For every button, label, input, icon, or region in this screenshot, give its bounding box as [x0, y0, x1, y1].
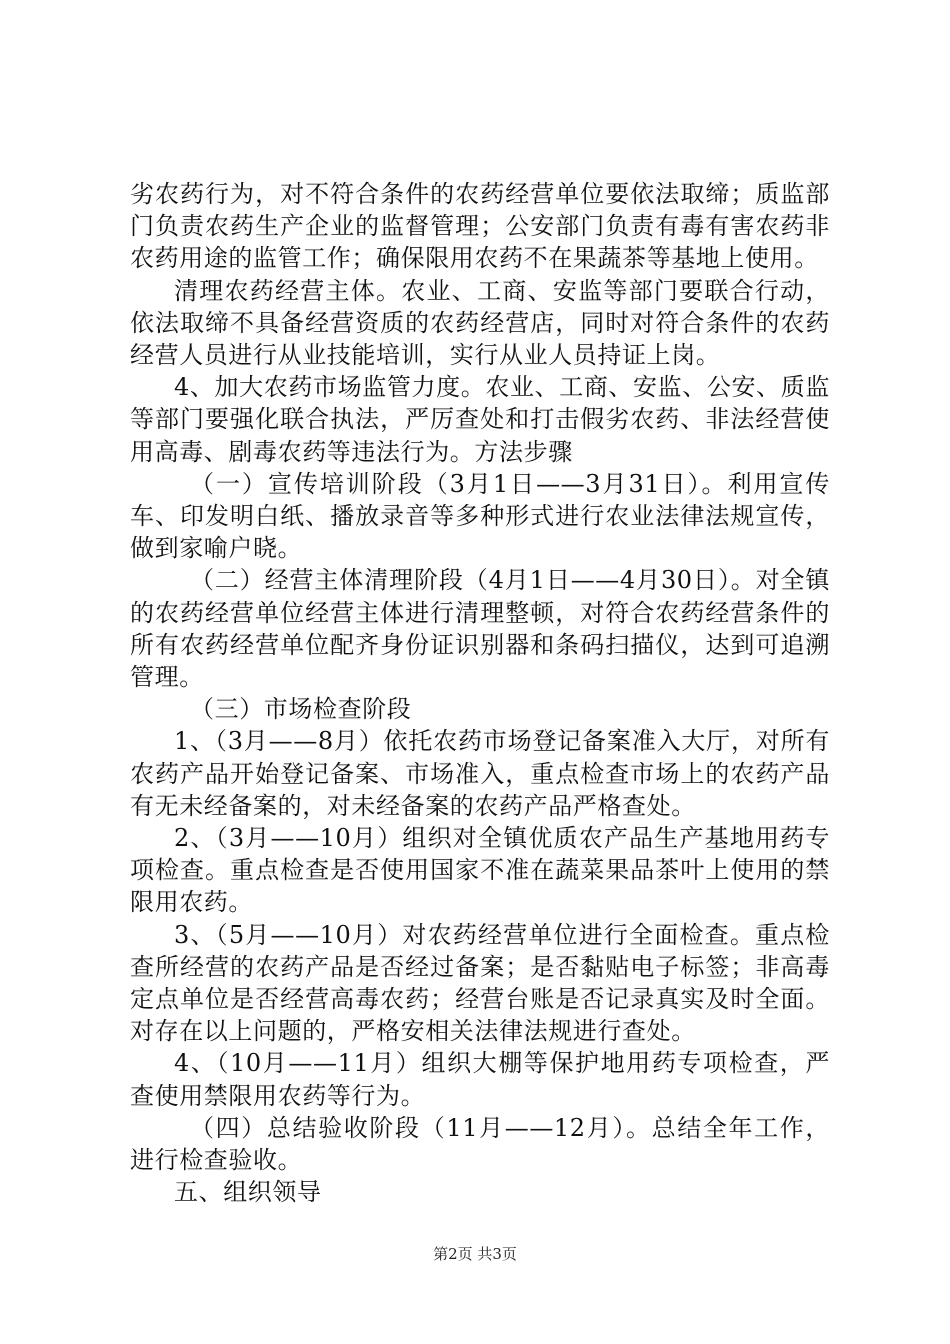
- paragraph-check-item-4: 4、（10月——11月）组织大棚等保护地用药专项检查，严查使用禁限用农药等行为。: [130, 1049, 830, 1110]
- paragraph-clean-up-operators: 清理农药经营主体。农业、工商、安监等部门要联合行动，依法取缔不具备经营资质的农药经营店，同时对符合条件的农药经营人员进行从业技能培训，实行从业人员持证上岗。: [130, 276, 830, 370]
- paragraph-check-item-2: 2、（3月——10月）组织对全镇优质农产品生产基地用药专项检查。重点检查是否使用国家不准在蔬菜果品茶叶上使用的禁限用农药。: [130, 824, 830, 917]
- paragraph-stage-two: （二）经营主体清理阶段（4月1日——4月30日）。对全镇的农药经营单位经营主体进行清理整顿，对符合农药经营条件的所有农药经营单位配齐身份证识别器和条码扫描仪，达到可追溯管理。: [130, 566, 830, 692]
- paragraph-market-supervision: 4、加大农药市场监管力度。农业、工商、安监、公安、质监等部门要强化联合执法，严厉查处和打击假劣农药、非法经营使用高毒、剧毒农药等违法行为。方法步骤: [130, 373, 830, 466]
- document-body: [130, 178, 830, 1209]
- paragraph-stage-four: （四）总结验收阶段（11月——12月）。总结全年工作，进行检查验收。: [130, 1113, 830, 1175]
- paragraph-continuation: 劣农药行为，对不符合条件的农药经营单位要依法取缔；质监部门负责农药生产企业的监督管理；公安部门负责有毒有害农药非农药用途的监管工作；确保限用农药不在果蔬茶等基地上使用。: [130, 180, 830, 273]
- paragraph-check-item-1: 1、（3月——8月）依托农药市场登记备案准入大厅，对所有农药产品开始登记备案、市场准入，重点检查市场上的农药产品有无未经备案的，对未经备案的农药产品严格查处。: [130, 727, 830, 820]
- heading-stage-three: （三）市场检查阶段: [190, 695, 412, 724]
- heading-organization: 五、组织领导: [174, 1178, 322, 1207]
- paragraph-stage-one: （一）宣传培训阶段（3月1日——3月31日）。利用宣传车、印发明白纸、播放录音等多种形式进行农业法律法规宣传，做到家喻户晓。: [130, 469, 830, 563]
- paragraph-check-item-3: 3、（5月——10月）对农药经营单位进行全面检查。重点检查所经营的农药产品是否经过备案；是否黏贴电子标签；非高毒定点单位是否经营高毒农药；经营台账是否记录真实及时全面。对存在以上问题的，严格安相关法律法规进行查处。: [130, 920, 830, 1046]
- page-number-footer: 第2页 共3页: [433, 1245, 517, 1263]
